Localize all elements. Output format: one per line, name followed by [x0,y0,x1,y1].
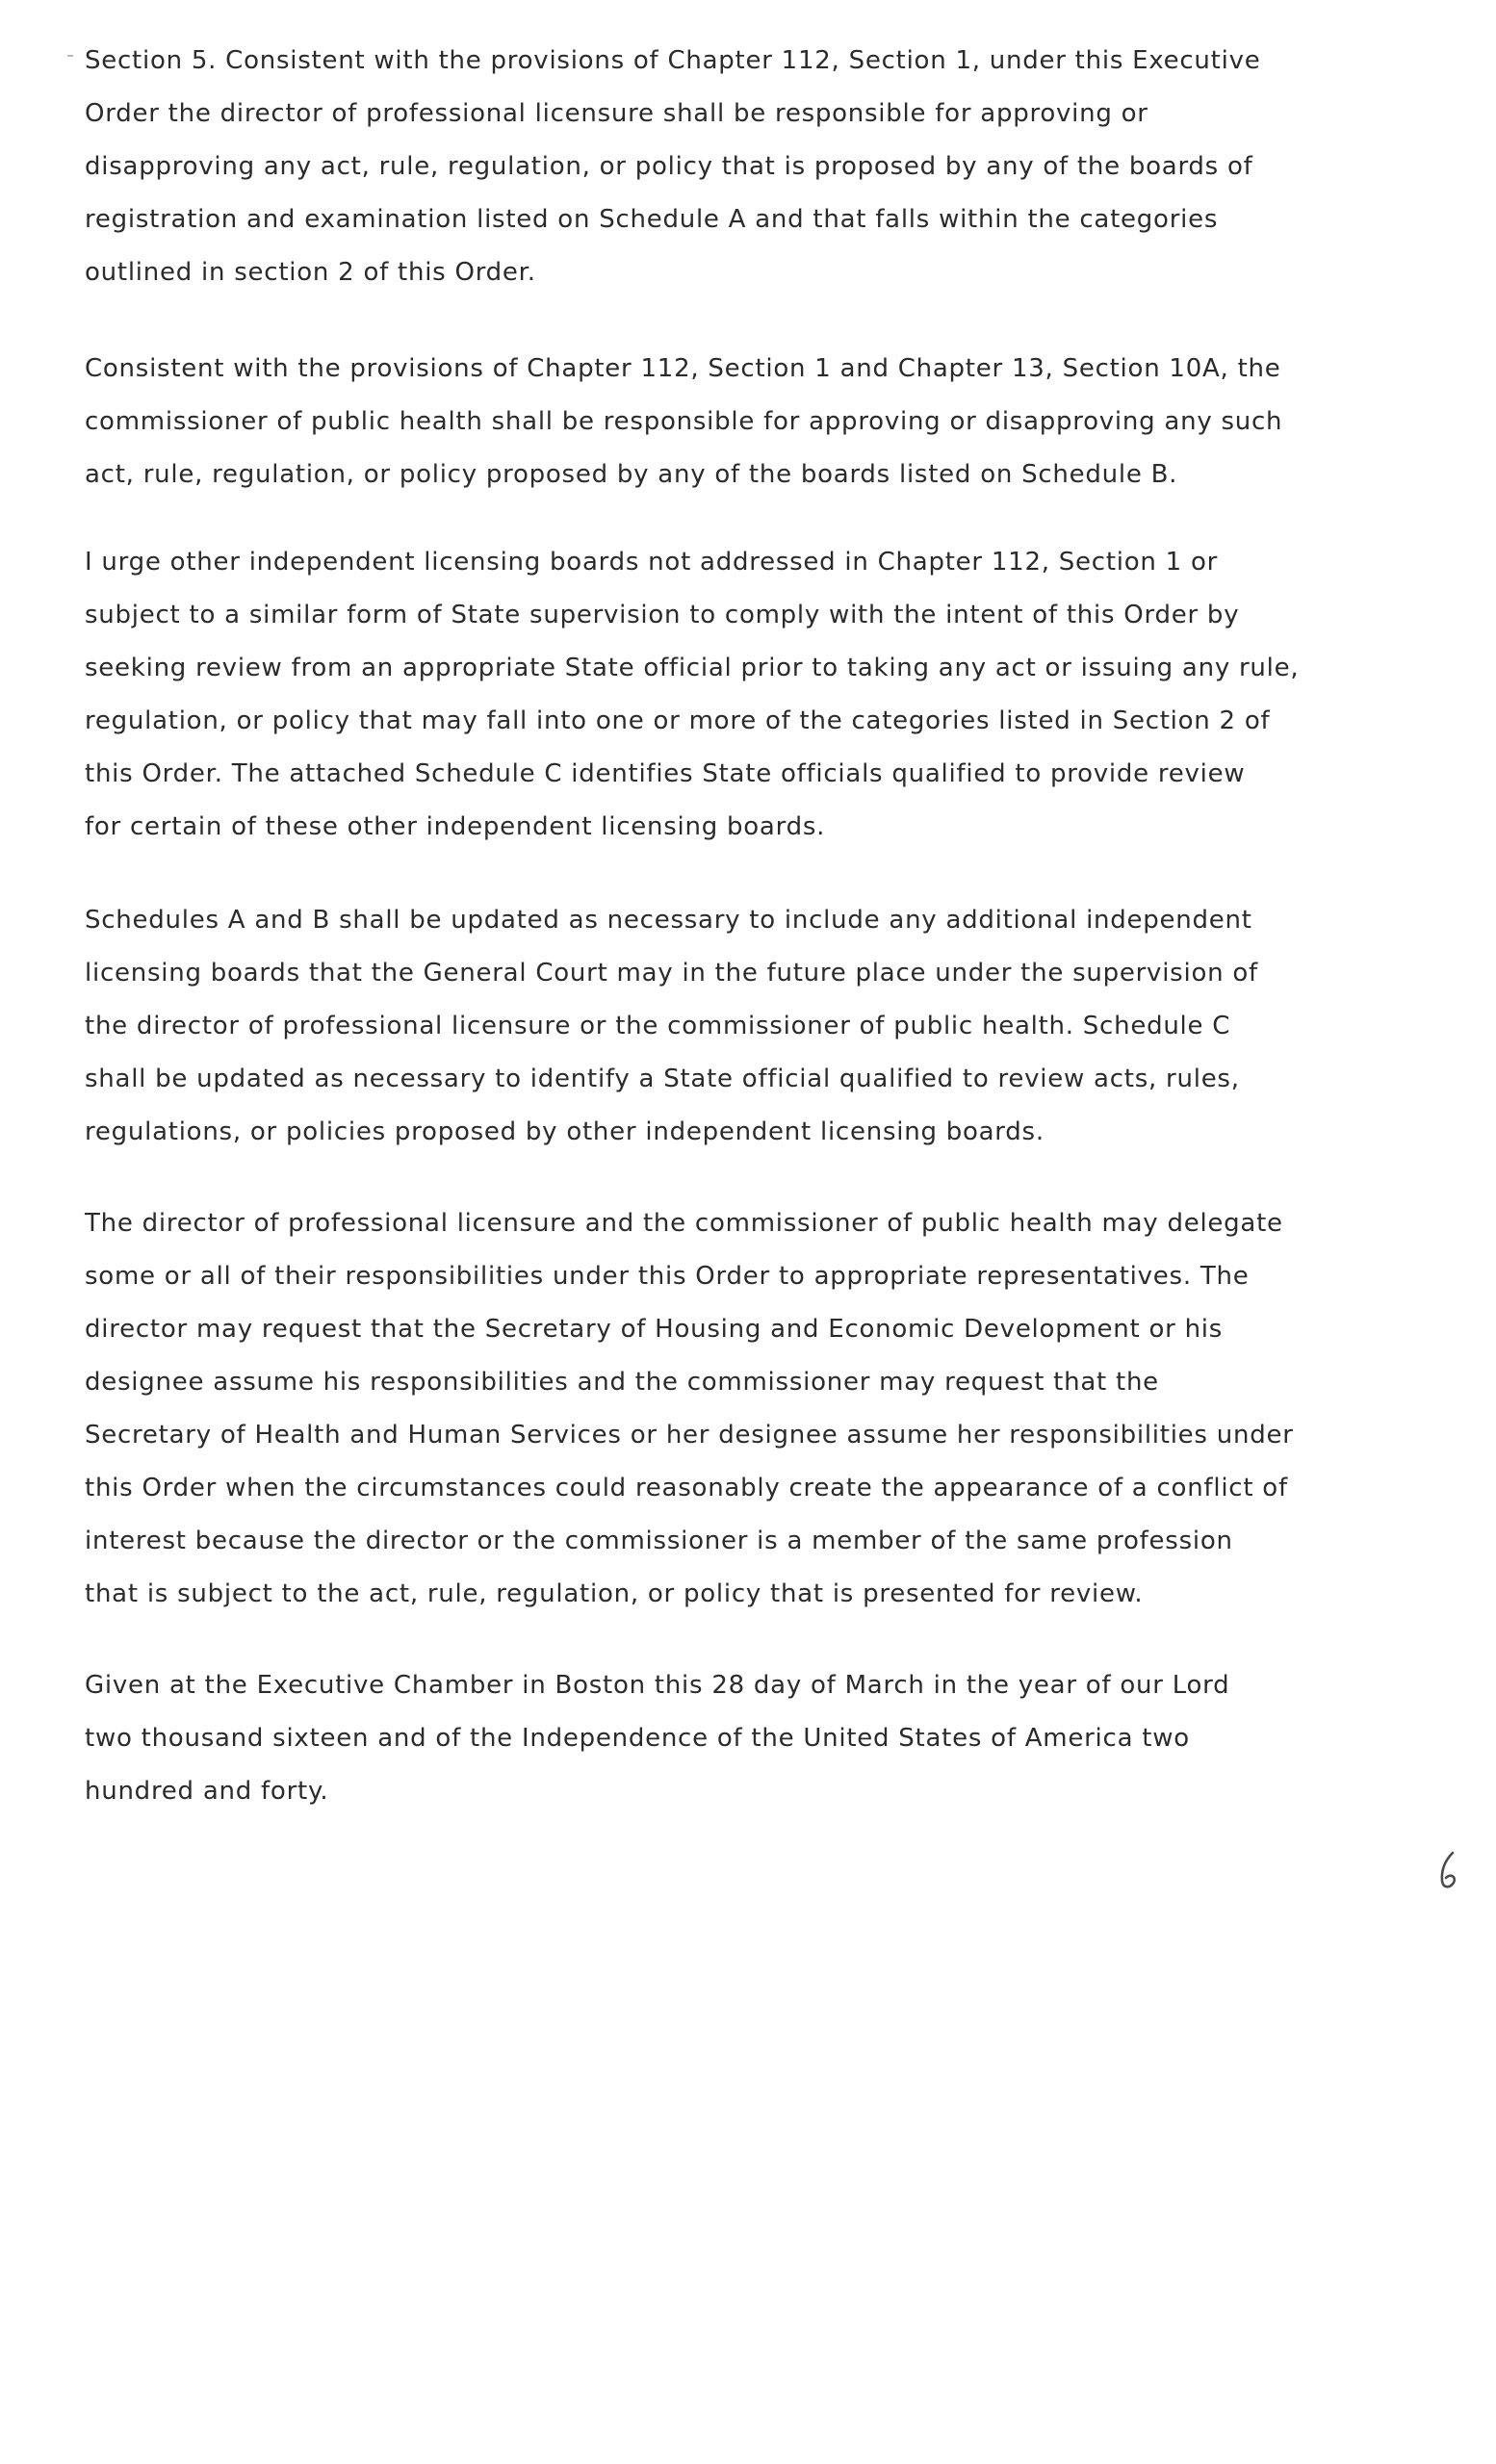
text-line: the director of professional licensure or the commissioner of public health. Schedule C [85,1012,1231,1040]
paragraph-other-boards [85,536,1452,854]
text-line: registration and examination listed on Schedule A and that falls within the categories [85,205,1219,234]
handwritten-page-number [1434,1850,1463,1892]
paragraph-public-health [85,343,1452,501]
text-line: seeking review from an appropriate State official prior to taking any act or issuing any rule, [85,654,1300,682]
text-line: Consistent with the provisions of Chapter 112, Section 1 and Chapter 13, Section 10A, the [85,354,1281,383]
paragraph-given-at [85,1659,1452,1818]
text-line: two thousand sixteen and of the Independence of the United States of America two [85,1724,1190,1753]
text-line: director may request that the Secretary of Housing and Economic Development or his [85,1315,1224,1344]
paragraph-schedules-update [85,894,1452,1159]
text-line: I urge other independent licensing boards not addressed in Chapter 112, Section 1 or [85,548,1219,577]
text-line: that is subject to the act, rule, regulation, or policy that is presented for review. [85,1579,1144,1608]
text-line: interest because the director or the commissioner is a member of the same profession [85,1527,1233,1555]
text-line: Given at the Executive Chamber in Boston this 28 day of March in the year of our Lord [85,1671,1230,1700]
text-line: shall be updated as necessary to identify a State official qualified to review acts, rules, [85,1065,1240,1093]
text-line: hundred and forty. [85,1777,329,1806]
text-line: Section 5. Consistent with the provisions of Chapter 112, Section 1, under this Executive [85,46,1261,75]
text-line: Secretary of Health and Human Services or her designee assume her responsibilities under [85,1421,1294,1450]
text-line: licensing boards that the General Court may in the future place under the supervision of [85,959,1258,988]
text-line: commissioner of public health shall be responsible for approving or disapproving any such [85,407,1283,436]
text-line: The director of professional licensure and the commissioner of public health may delegate [85,1209,1283,1238]
text-line: regulation, or policy that may fall into one or more of the categories listed in Section 2 of [85,706,1271,735]
text-line: this Order when the circumstances could reasonably create the appearance of a conflict of [85,1474,1288,1502]
text-line: Schedules A and B shall be updated as necessary to include any additional independent [85,906,1252,935]
text-line: designee assume his responsibilities and the commissioner may request that the [85,1368,1159,1397]
text-line: some or all of their responsibilities under this Order to appropriate representatives. The [85,1262,1250,1291]
text-line: for certain of these other independent licensing boards. [85,812,826,841]
paragraph-delegation [85,1197,1452,1621]
text-line: Order the director of professional licensure shall be responsible for approving or [85,99,1148,128]
text-line: regulations, or policies proposed by other independent licensing boards. [85,1117,1045,1146]
text-line: this Order. The attached Schedule C identifies State officials qualified to provide review [85,759,1246,788]
paragraph-section-5 [85,35,1452,299]
text-line: outlined in section 2 of this Order. [85,258,536,287]
text-line: disapproving any act, rule, regulation, or policy that is proposed by any of the boards of [85,152,1253,181]
scan-speck [67,55,73,57]
text-line: subject to a similar form of State supervision to comply with the intent of this Order by [85,601,1240,629]
text-line: act, rule, regulation, or policy proposed by any of the boards listed on Schedule B. [85,460,1178,489]
